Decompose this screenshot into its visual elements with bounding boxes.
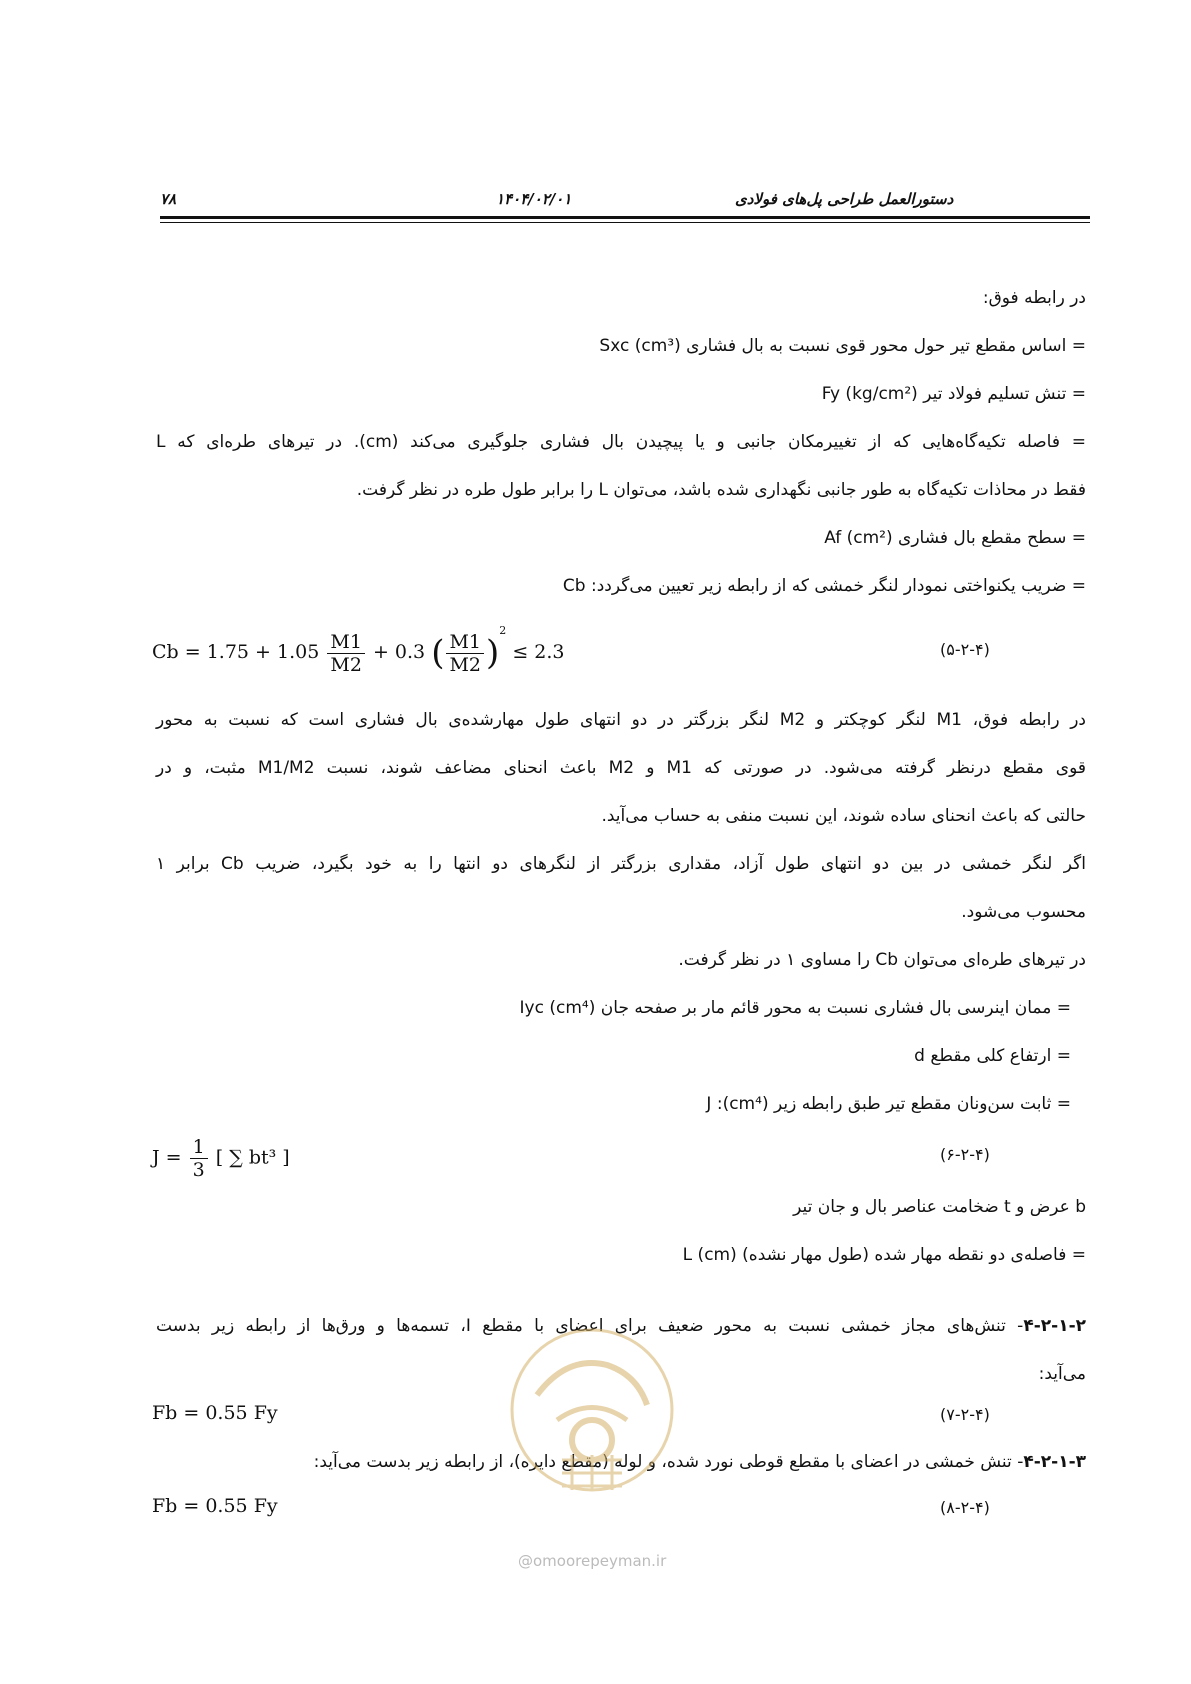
eq6-fraction: $\frac{1}{3}$: [190, 1136, 208, 1181]
page-number: ۷۸: [160, 190, 177, 208]
def-d: = ارتفاع کلی مقطع d: [914, 1046, 1071, 1066]
eq5-exponent: 2: [499, 624, 507, 637]
def-sxc: = اساس مقطع تیر حول محور قوی نسبت به بال فشاری (cm³) Sxc: [599, 336, 1086, 356]
eq6-label: (۶-۲-۴): [940, 1145, 990, 1164]
eq5-lhs: Cb = 1.75 + 1.05: [152, 641, 320, 663]
eq5-rhs: ≤ 2.3: [512, 641, 565, 663]
eq6-sum: [ ∑ bt³ ]: [215, 1146, 290, 1169]
para2-line1: اگر لنگر خمشی در بین دو انتهای طول آزاد، مقداری بزرگتر از لنگرهای دو انتها را به خود بگیرد، ضریب Cb برابر ۱: [156, 854, 1086, 874]
def-l-unbraced: = فاصله‌ی دو نقطه مهار شده (طول مهار نشده) (cm) L: [682, 1245, 1086, 1265]
para2-line2: محسوب می‌شود.: [961, 902, 1086, 922]
header-date: ۱۴۰۴/۰۲/۰۱: [496, 190, 572, 208]
header-rule-thin: [160, 222, 1090, 223]
def-cb: = ضریب یکنواختی نمودار لنگر خمشی که از رابطه زیر تعیین می‌گردد: Cb: [562, 576, 1086, 596]
header-title: دستورالعمل طراحی پل‌های فولادی: [735, 190, 954, 208]
def-bt: b عرض و t ضخامت عناصر بال و جان تیر: [793, 1197, 1086, 1217]
header-rule-thick: [160, 216, 1090, 219]
eq8-label: (۸-۲-۴): [940, 1498, 990, 1517]
section-4-2-1-2: ۴-۲-۱-۲- تنش‌های مجاز خمشی نسبت به محور ضعیف برای اعضای با مقطع I، تسمه‌ها و ورق‌ها از رابطه زیر بدست: [156, 1316, 1086, 1336]
eq5-ratio-squared: $\frac{M1}{M2}$: [446, 631, 484, 676]
eq7-label: (۷-۲-۴): [940, 1405, 990, 1424]
equation-fb-box-section: Fb = 0.55 Fy: [152, 1495, 278, 1517]
watermark-url: @omoorepeyman.ir: [518, 1552, 667, 1570]
equation-fb-weak-axis: Fb = 0.55 Fy: [152, 1402, 278, 1424]
watermark-logo: [497, 1325, 687, 1505]
eq5-label: (۵-۲-۴): [940, 640, 990, 659]
para1-line2: قوی مقطع درنظر گرفته می‌شود. در صورتی که M1 و M2 باعث انحنای مضاعف شوند، نسبت M1/M2 مثبت، و در: [156, 758, 1086, 778]
def-fy: = تنش تسلیم فولاد تیر (kg/cm²) Fy: [821, 384, 1086, 404]
eq5-mid: + 0.3: [372, 641, 426, 663]
para1-line1: در رابطه فوق، M1 لنگر کوچکتر و M2 لنگر بزرگتر در دو انتهای طول مهارشده‌ی بال فشاری است که نسبت به محور: [156, 710, 1086, 730]
def-j: = ثابت سن‌ونان مقطع تیر طبق رابطه زیر (cm⁴): J: [706, 1094, 1071, 1114]
section-4-2-1-2-line2: می‌آید:: [1038, 1364, 1086, 1384]
eq5-ratio: $\frac{M1}{M2}$: [327, 631, 365, 676]
para3: در تیرهای طره‌ای می‌توان Cb را مساوی ۱ در نظر گرفت.: [678, 950, 1086, 970]
def-l-line2: فقط در محاذات تکیه‌گاه به طور جانبی نگهداری شده باشد، می‌توان L را برابر طول طره در نظر گرفت.: [356, 480, 1086, 500]
def-iyc: = ممان اینرسی بال فشاری نسبت به محور قائم مار بر صفحه جان (cm⁴) Iyc: [519, 998, 1071, 1018]
def-af: = سطح مقطع بال فشاری (cm²) Af: [824, 528, 1086, 548]
equation-j: J = $\frac{1}{3}$ [ ∑ bt³ ]: [152, 1136, 290, 1181]
section-4-2-1-3: ۴-۲-۱-۳- تنش خمشی در اعضای با مقطع قوطی نورد شده، و لوله (مقطع دایره)، از رابطه زیر بدست می‌آید:: [313, 1452, 1086, 1472]
equation-cb: Cb = 1.75 + 1.05 $\frac{M1}{M2}$ + 0.3 ( $\frac{M1}{M2}$ )$^2$ ≤ 2.3: [152, 624, 565, 676]
section-number: ۴-۲-۱-۲: [1023, 1316, 1086, 1336]
defs-intro: در رابطه فوق:: [982, 288, 1086, 308]
section-number: ۴-۲-۱-۳: [1023, 1452, 1086, 1472]
para1-line3: حالتی که باعث انحنای ساده شوند، این نسبت منفی به حساب می‌آید.: [601, 806, 1086, 826]
def-l-line1: = فاصله تکیه‌گاه‌هایی که از تغییرمکان جانبی و یا پیچیدن بال فشاری جلوگیری می‌کند (cm). در تیرهای طره‌ای که L: [156, 432, 1086, 452]
